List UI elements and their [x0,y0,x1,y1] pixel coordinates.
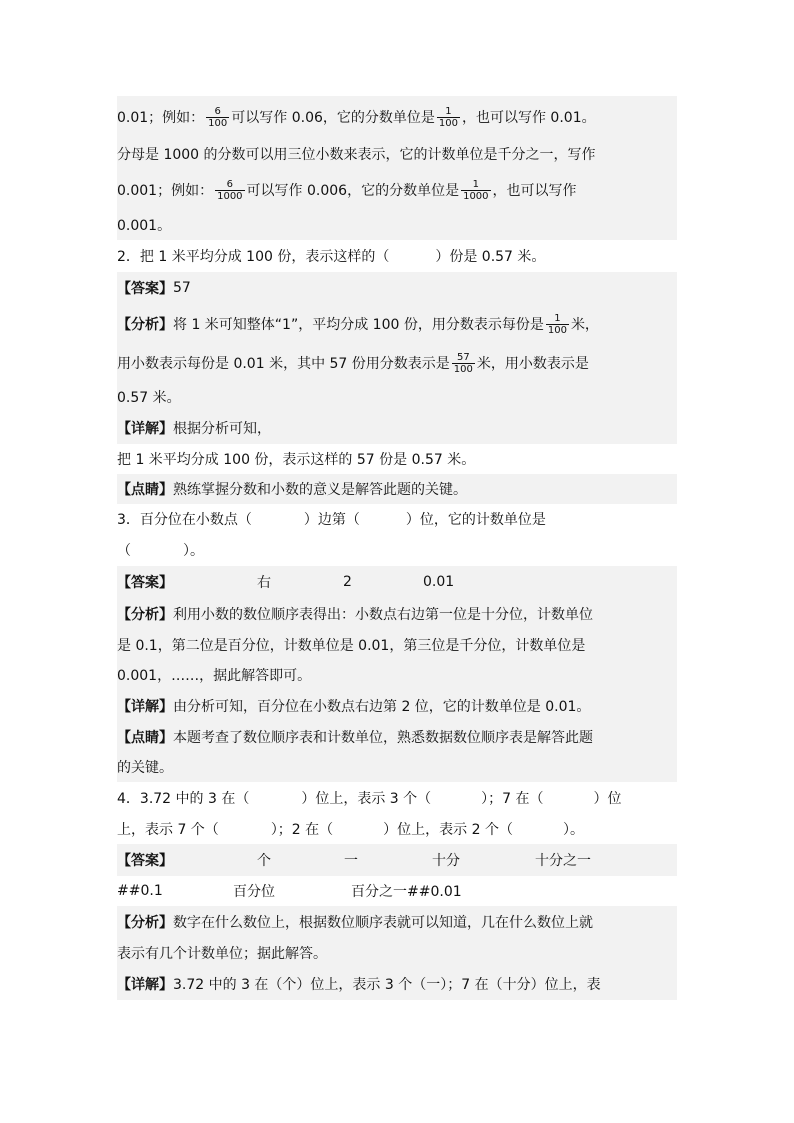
text-segment: 0.01；例如： [117,110,205,126]
answer-value: ##0.1 [117,883,163,899]
q4-detail: 【详解】 3.72 中的 3 在（个）位上，表示 3 个（一）；7 在（十分）位上，表 [117,968,677,1000]
answer-value: 百分位 [233,884,275,900]
q3-analysis: 0.001，……，据此解答即可。 [117,660,677,690]
q3-analysis: 【分析】 利用小数的数位顺序表得出：小数点右边第一位是十分位，计数单位 [117,598,677,630]
text-line [117,170,677,210]
text-line [117,96,677,138]
answer-value: 十分之一 [535,853,591,869]
q4-answer: 【答案】 个 一 十分 十分之一 [117,844,677,876]
text-line: 0.001。 [117,210,677,240]
q3-point: 的关键。 [117,752,677,782]
answer-value: 一 [344,853,358,869]
q2-detail: 【详解】 根据分析可知， [117,412,677,444]
q3-detail: 【详解】 由分析可知，百分位在小数点右边第 2 位，它的计数单位是 0.01。 [117,690,677,722]
q2-point: 【点睛】 熟练掌握分数和小数的意义是解答此题的关键。 [117,474,677,504]
question-4: 4．3.72 中的 3 在（ ）位上，表示 3 个（ ）；7 在（ ）位 [117,782,677,814]
q3-point: 【点睛】 本题考查了数位顺序表和计数单位，熟悉数据数位顺序表是解答此题 [117,722,677,752]
q2-analysis: 【分析】 将 1 米可知整体“1”，平均分成 100 份，用分数表示每份是 $\frac{1}{100}$ 米， [117,304,677,344]
text-line: 分母是 1000 的分数可以用三位小数来表示，它的计数单位是千分之一，写作 [117,138,677,170]
q2-analysis: 用小数表示每份是 0.01 米，其中 57 份用分数表示是 $\frac{57}{100}$ 米，用小数表示是 [117,344,677,382]
q4-analysis: 【分析】 数字在什么数位上，根据数位顺序表就可以知道，几在什么数位上就 [117,906,677,938]
text-segment: ，也可以写作 0.01。 [461,110,596,126]
answer-value: 右 [257,575,271,591]
question-3: 3．百分位在小数点（ ）边第（ ）位，它的计数单位是 [117,504,677,534]
question-4: 上，表示 7 个（ ）；2 在（ ）位上，表示 2 个（ ）。 [117,814,677,844]
fraction: $\frac{1}{1000}$ [463,178,489,202]
document-page [117,96,677,1000]
q4-answer [117,876,677,906]
q3-answer: 【答案】 右 2 0.01 [117,566,677,598]
q4-analysis: 表示有几个计数单位；据此解答。 [117,938,677,968]
question-2: 2．把 1 米平均分成 100 份，表示这样的（ ）份是 0.57 米。 [117,240,677,272]
fraction: $\frac{57}{100}$ [453,351,473,375]
fraction: $\frac{6}{100}$ [208,105,228,129]
answer-value: 百分之一##0.01 [351,884,462,900]
answer-value: 2 [343,574,352,590]
answer-value: 0.01 [423,574,455,590]
q3-analysis: 是 0.1，第二位是百分位，计数单位是 0.01，第三位是千分位，计数单位是 [117,630,677,660]
q2-analysis: 0.57 米。 [117,382,677,412]
question-3: （ ）。 [117,534,677,566]
q2-detail: 把 1 米平均分成 100 份，表示这样的 57 份是 0.57 米。 [117,444,677,474]
answer-value: 十分 [432,853,460,869]
text-segment: 可以写作 0.06，它的分数单位是 [231,110,435,126]
text-segment: 可以写作 0.006，它的分数单位是 [246,183,460,199]
q2-answer: 【答案】 57 [117,272,677,304]
fraction: $\frac{1}{100}$ [547,312,567,336]
fraction: $\frac{6}{1000}$ [217,178,243,202]
text-segment: 0.001；例如： [117,183,214,199]
fraction: $\frac{1}{100}$ [438,105,458,129]
text-segment: ，也可以写作 [492,183,577,199]
answer-value: 个 [257,853,271,869]
